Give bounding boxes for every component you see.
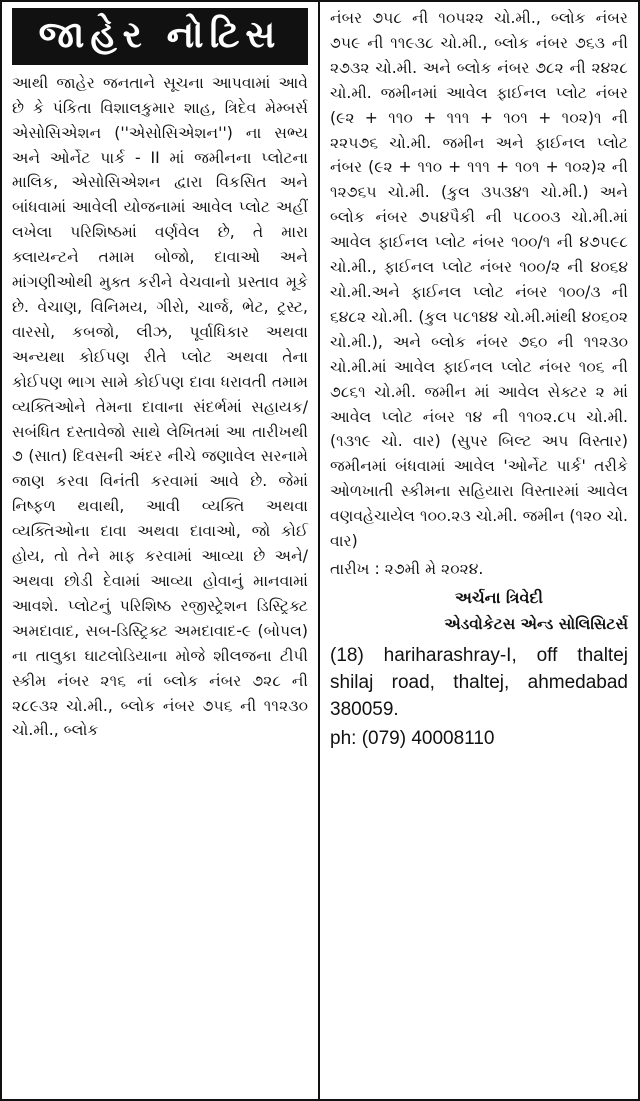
notice-right-column [320, 2, 638, 1099]
notice-title: જાહેર નોટિસ [12, 8, 308, 65]
notice-body-left: આથી જાહેર જનતાને સૂચના આપવામાં આવે છે કે પંકિતા વિશાલકુમાર શાહ, ત્રિદેવ મેમ્બર્સ એસોસિએશન (''એસોસિએશન'') ના સભ્ય અને ઓર્નેટ પાર્ક - II માં જમીનના પ્લોટના માલિક, એસોસિએશન દ્વારા વિકસિત અને બાંધવામાં આવેલી યોજનામાં આવેલ પ્લોટ અહીં લખેલા પરિશિષ્ઠમાં વર્ણવેલ છે, તે મારા ક્લાયન્ટને તમામ બોજો, દાવાઓ અને માંગણીઓથી મુક્ત કરીને વેચવાનો પ્રસ્તાવ મૂકે છે. વેચાણ, વિનિમય, ગીરો, ચાર્જ, ભેટ, ટ્રસ્ટ, વારસો, કબજો, લીઝ, પૂર્વાધિકાર અથવા અન્યથા કોઈપણ રીતે પ્લોટ અથવા તેના કોઈપણ ભાગ સામે કોઈપણ દાવા ધરાવતી તમામ વ્યક્તિઓને તેમના દાવાના સંદર્ભમાં સહાયક/સબંધિત દસ્તાવેજો સાથે લેખિતમાં આ તારીખથી ૭ (સાત) દિવસની અંદર નીચે જણાવેલ સરનામે જાણ કરવા વિનંતી કરવામાં આવે છે. જેમાં નિષ્ફળ થવાથી, આવી વ્યક્તિ અથવા વ્યક્તિઓના દાવા અથવા દાવાઓ, જો કોઈ હોય, તો તેને માફ કરવામાં આવ્યા છે અને/ અથવા છોડી દેવામાં આવ્યા હોવાનું માનવામાં આવશે. પ્લોટનું પરિશિષ્ઠ રજીસ્ટ્રેશન ડિસ્ટ્રિક્ટ અમદાવાદ, સબ-ડિસ્ટ્રિક્ટ અમદાવાદ-૯ (બોપલ) ના તાલુકા ઘાટલોડિયાના મોજે શીલજના ટીપી સ્કીમ નંબર ૨૧૬ નાં બ્લોક નંબર ૭૨૮ ની ૨૮૯૩૨ ચો.મી., બ્લોક નંબર ૭૫૬ ની ૧૧૨૩૦ ચો.મી., બ્લોક [12, 73, 308, 740]
notice-body-right: નંબર ૭૫૮ ની ૧૦૫૨૨ ચો.મી., બ્લોક નંબર ૭૫૯ ની ૧૧૯૩૮ ચો.મી., બ્લોક નંબર ૭૬૩ ની ૨૭૩૨ ચો.મી. અને બ્લોક નંબર ૭૮૨ ની ૨૪૨૮ ચો.મી. જમીનમાં આવેલ ફાઈનલ પ્લોટ નંબર (૯૨ + ૧૧૦ + ૧૧૧ + ૧૦૧ + ૧૦૨)૧ ની ૨૨૫૭૬ ચો.મી. જમીન અને ફાઈનલ પ્લોટ નંબર (૯૨ + ૧૧૦ + ૧૧૧ + ૧૦૧ + ૧૦૨)૨ ની ૧૨૭૬૫ ચો.મી. (કુલ ૩૫૩૪૧ ચો.મી.) અને બ્લોક નંબર ૭૫૪પૈકી ની ૫૮૦૦૩ ચો.મી.માં આવેલ ફાઈનલ પ્લોટ નંબર ૧૦૦/૧ ની ૪૭૫૯૮ ચો.મી., ફાઈનલ પ્લોટ નંબર ૧૦૦/૨ ની ૪૦૬૪ ચો.મી.અને ફાઈનલ પ્લોટ નંબર ૧૦૦/૩ ની ૬૪૮૨ ચો.મી. (કુલ ૫૮૧૪૪ ચો.મી.માંથી ૪૦૬૦૨ ચો.મી.), અને બ્લોક નંબર ૭૬૦ ની ૧૧૨૩૦ ચો.મી.માં આવેલ ફાઈનલ પ્લોટ નંબર ૧૦૬ ની ૭૮૬૧ ચો.મી. જમીન માં આવેલ સેક્ટર ૨ માં આવેલ પ્લોટ નંબર ૧૪ ની ૧૧૦૨.૮૫ ચો.મી. (૧૩૧૯ ચો. વાર) (સુપર બિલ્ટ અપ વિસ્તાર) જમીનમાં બંધવામાં આવેલ 'ઓર્નેટ પાર્ક' તરીકે ઓળખાતી સ્કીમના સહિયારા વિસ્તારમાં આવેલ વણવહેચાયેલ ૧૦૦.૨૩ ચો.મી. જમીન (૧૨૦ ચો. વાર) [330, 9, 628, 551]
signatory-address: (18) hariharashray-I, off thaltej shilaj road, thaltej, ahmedabad 380059. [330, 644, 628, 720]
notice-left-column [2, 2, 320, 1099]
signatory-firm: એડવોકેટસ એન્ડ સોલિસિટર્સ [444, 614, 628, 633]
signatory-phone: ph: (079) 40008110 [330, 727, 495, 749]
signatory-name: અર્ચના ત્રિવેદી [454, 587, 544, 607]
notice-date: તારીખ : ૨૭મી મે ૨૦૨૪. [330, 559, 484, 578]
